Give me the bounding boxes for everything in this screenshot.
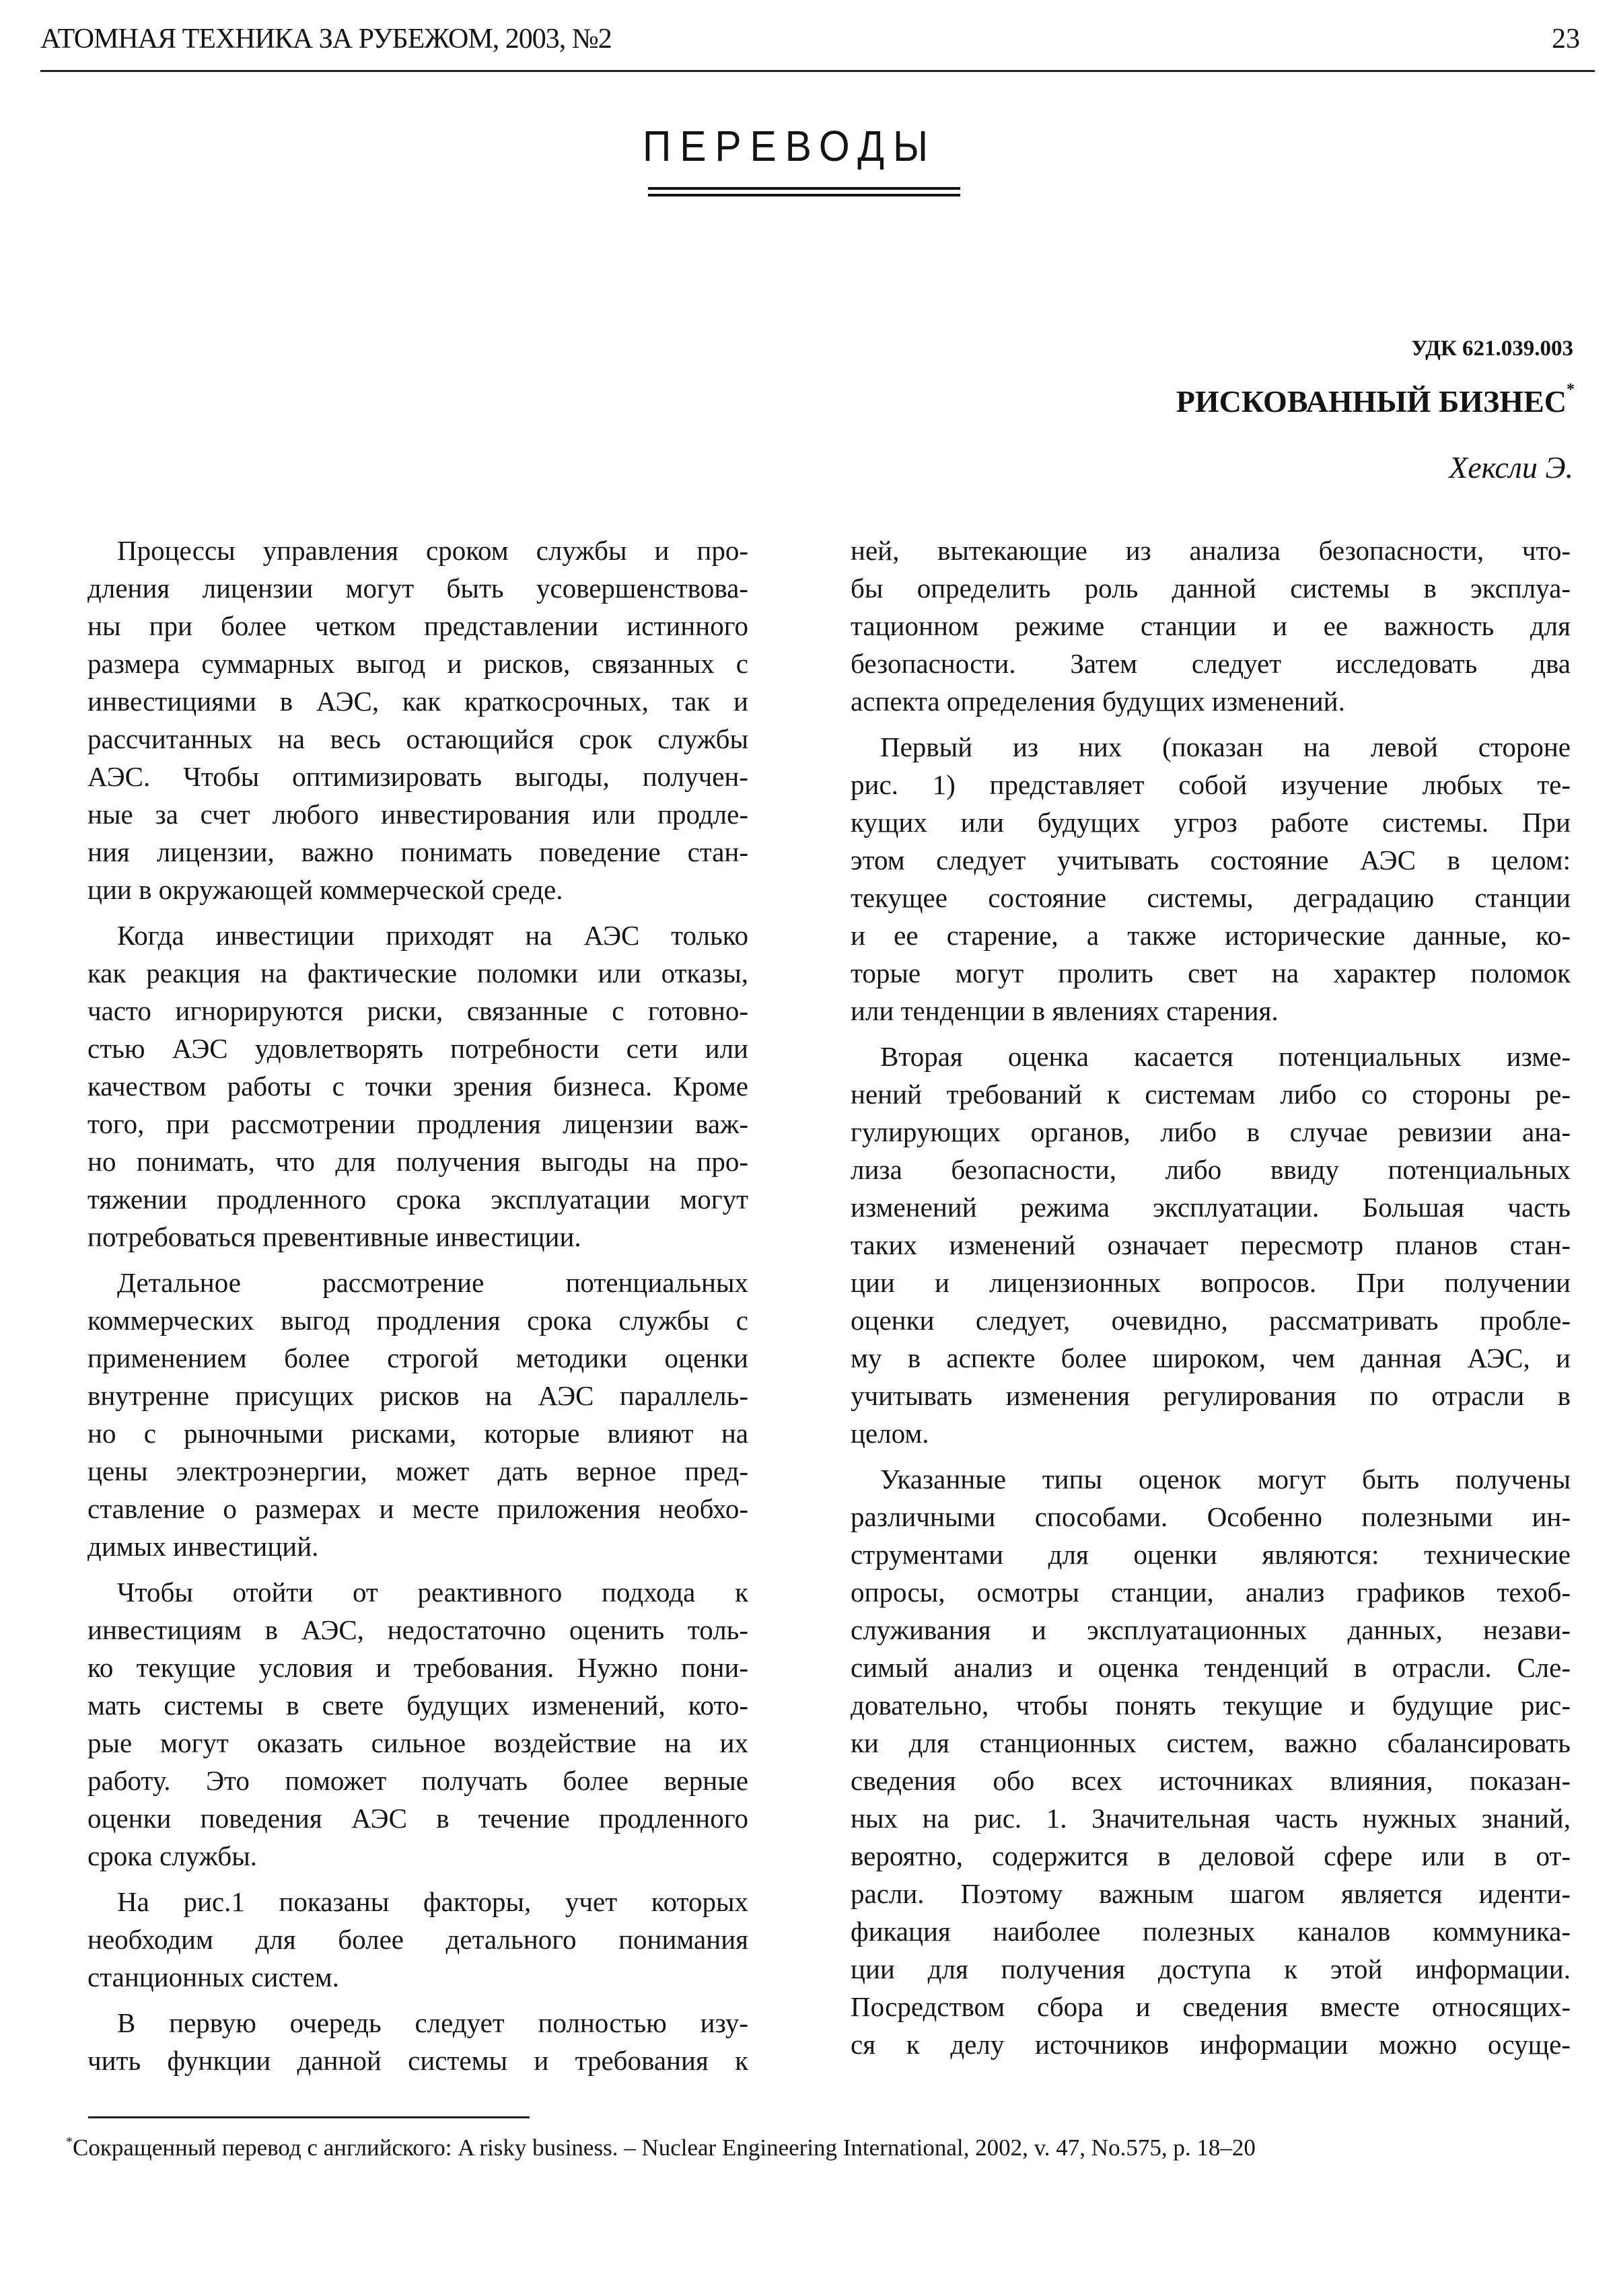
text-line: ся к делу источников информации можно осуще- xyxy=(851,2029,1571,2060)
text-line: торые могут пролить свет на характер поломок xyxy=(851,958,1571,989)
text-line: служивания и эксплуатационных данных, незави- xyxy=(851,1614,1571,1645)
text-line: ко текущие условия и требования. Нужно пони- xyxy=(87,1652,748,1683)
article-title-text: РИСКОВАННЫЙ БИЗНЕС xyxy=(1176,384,1567,419)
text-line: применением более строгой методики оценки xyxy=(87,1342,748,1373)
text-line: тяжении продленного срока эксплуатации могут xyxy=(87,1184,748,1215)
text-line: расли. Поэтому важным шагом является иденти- xyxy=(851,1878,1571,1909)
paragraph xyxy=(87,1883,748,1996)
text-line: коммерческих выгод продления срока службы с xyxy=(87,1305,748,1336)
paragraph xyxy=(851,1460,1571,2063)
paragraph xyxy=(87,2004,748,2079)
text-line: целом. xyxy=(851,1418,929,1449)
text-line: ции в окружающей коммерческой среде. xyxy=(87,874,563,905)
text-line: внутренне присущих рисков на АЭС параллель- xyxy=(87,1380,748,1411)
text-line: рые могут оказать сильное воздействие на их xyxy=(87,1727,748,1758)
text-line: бы определить роль данной системы в эксплуа- xyxy=(851,573,1571,604)
text-line: фикация наиболее полезных каналов коммуника- xyxy=(851,1916,1571,1947)
paragraph xyxy=(87,1264,748,1565)
text-line: гулирующих органов, либо в случае ревизии ана- xyxy=(851,1116,1571,1147)
udk-code: УДК 621.039.003 xyxy=(1411,336,1573,361)
text-line: Процессы управления сроком службы и про- xyxy=(117,535,748,566)
text-line: Указанные типы оценок могут быть получены xyxy=(880,1464,1571,1495)
paragraph xyxy=(851,728,1571,1030)
paragraph xyxy=(851,532,1571,720)
section-underline-top xyxy=(648,187,960,190)
text-line: В первую очередь следует полностью изу- xyxy=(117,2007,748,2038)
text-line: рис. 1) представляет собой изучение любых те- xyxy=(851,769,1571,800)
text-line: как реакция на фактические поломки или отказы, xyxy=(87,958,748,989)
journal-running-header: АТОМНАЯ ТЕХНИКА ЗА РУБЕЖОМ, 2003, №2 xyxy=(40,24,612,55)
text-line: Вторая оценка касается потенциальных изме- xyxy=(880,1041,1571,1072)
text-line: тационном режиме станции и ее важность для xyxy=(851,610,1571,641)
text-line: Когда инвестиции приходят на АЭС только xyxy=(117,920,748,951)
text-line: ней, вытекающие из анализа безопасности, что- xyxy=(851,535,1571,566)
text-line: таких изменений означает пересмотр планов стан- xyxy=(851,1229,1571,1260)
text-line: Чтобы отойти от реактивного подхода к xyxy=(117,1577,748,1608)
text-line: сведения обо всех источниках влияния, показан- xyxy=(851,1765,1571,1796)
text-line: ния лицензии, важно понимать поведение стан- xyxy=(87,836,748,867)
text-line: изменений режима эксплуатации. Большая часть xyxy=(851,1192,1571,1223)
text-line: цены электроэнергии, может дать верное пред- xyxy=(87,1456,748,1486)
text-line: стью АЭС удовлетворять потребности сети или xyxy=(87,1033,748,1064)
text-line: му в аспекте более широком, чем данная АЭС, и xyxy=(851,1342,1571,1373)
article-author: Хексли Э. xyxy=(1449,450,1573,485)
text-line: того, при рассмотрении продления лицензии важ- xyxy=(87,1108,748,1139)
text-line: безопасности. Затем следует исследовать два xyxy=(851,648,1571,679)
footnote-mark: * xyxy=(1567,381,1575,398)
text-line: На рис.1 показаны факторы, учет которых xyxy=(117,1886,748,1917)
text-line: качеством работы с точки зрения бизнеса. Кроме xyxy=(87,1071,748,1102)
text-line: размера суммарных выгод и рисков, связанных с xyxy=(87,648,748,679)
footnote-text: Сокращенный перевод с английского: A risky business. – Nuclear Engineering International, 2002, v. 47, No.575, p. 18–20 xyxy=(73,2134,1256,2161)
section-title: ПЕРЕВОДЫ xyxy=(643,122,937,170)
text-line: довательно, чтобы понять текущие и будущие рис- xyxy=(851,1690,1571,1721)
page-number: 23 xyxy=(1552,24,1580,55)
text-line: инвестициями в АЭС, как краткосрочных, так и xyxy=(87,686,748,717)
footnote-rule xyxy=(88,2116,530,2118)
text-line: необходим для более детального понимания xyxy=(87,1924,748,1955)
paragraph xyxy=(87,917,748,1256)
section-underline-bottom xyxy=(648,194,960,196)
text-line: часто игнорируются риски, связанные с готовно- xyxy=(87,995,748,1026)
text-line: работу. Это поможет получать более верные xyxy=(87,1765,748,1796)
paragraph xyxy=(87,1573,748,1875)
text-line: рассчитанных на весь остающийся срок службы xyxy=(87,723,748,754)
text-line: Посредством сбора и сведения вместе относящих- xyxy=(851,1991,1571,2022)
text-line: аспекта определения будущих изменений. xyxy=(851,686,1345,717)
paragraph xyxy=(87,532,748,908)
text-line: учитывать изменения регулирования по отрасли в xyxy=(851,1380,1571,1411)
text-line: мать системы в свете будущих изменений, кото- xyxy=(87,1690,748,1721)
text-line: но понимать, что для получения выгоды на про- xyxy=(87,1146,748,1177)
text-line: различными способами. Особенно полезными ин- xyxy=(851,1501,1571,1532)
text-line: потребоваться превентивные инвестиции. xyxy=(87,1221,581,1252)
text-line: срока службы. xyxy=(87,1840,258,1871)
header-rule xyxy=(40,70,1595,72)
left-column xyxy=(87,532,748,2087)
article-title xyxy=(1176,381,1575,419)
text-line: АЭС. Чтобы оптимизировать выгоды, получен- xyxy=(87,761,748,792)
text-line: симый анализ и оценка тенденций в отрасли. Сле- xyxy=(851,1652,1571,1683)
text-line: инвестициям в АЭС, недостаточно оценить толь- xyxy=(87,1614,748,1645)
text-line: димых инвестиций. xyxy=(87,1531,319,1562)
text-line: оценки поведения АЭС в течение продленного xyxy=(87,1803,748,1834)
right-column xyxy=(851,532,1571,2071)
text-line: и ее старение, а также исторические данные, ко- xyxy=(851,920,1571,951)
text-line: ции и лицензионных вопросов. При получении xyxy=(851,1267,1571,1298)
text-line: лиза безопасности, либо ввиду потенциальных xyxy=(851,1154,1571,1185)
text-line: но с рыночными рисками, которые влияют на xyxy=(87,1418,748,1449)
text-line: ных на рис. 1. Значительная часть нужных знаний, xyxy=(851,1803,1571,1834)
text-line: Первый из них (показан на левой стороне xyxy=(880,731,1571,762)
text-line: вероятно, содержится в деловой сфере или в от- xyxy=(851,1840,1571,1871)
text-line: кущих или будущих угроз работе системы. При xyxy=(851,807,1571,838)
text-line: или тенденции в явлениях старения. xyxy=(851,995,1279,1026)
text-line: станционных систем. xyxy=(87,1962,339,1993)
text-line: оценки следует, очевидно, рассматривать пробле- xyxy=(851,1305,1571,1336)
text-line: струментами для оценки являются: технические xyxy=(851,1539,1571,1570)
text-line: этом следует учитывать состояние АЭС в целом: xyxy=(851,845,1571,875)
text-line: ки для станционных систем, важно сбалансировать xyxy=(851,1727,1571,1758)
text-line: дления лицензии могут быть усовершенствова- xyxy=(87,573,748,604)
paragraph xyxy=(851,1038,1571,1452)
text-line: ны при более четком представлении истинного xyxy=(87,610,748,641)
text-line: опросы, осмотры станции, анализ графиков техоб- xyxy=(851,1577,1571,1608)
text-line: ные за счет любого инвестирования или продле- xyxy=(87,799,748,830)
text-line: чить функции данной системы и требования к xyxy=(87,2045,748,2076)
text-line: текущее состояние системы, деградацию станции xyxy=(851,882,1571,913)
footnote xyxy=(66,2134,1256,2161)
text-line: нений требований к системам либо со стороны ре- xyxy=(851,1079,1571,1110)
text-line: ции для получения доступа к этой информации. xyxy=(851,1953,1571,1984)
footnote-star: * xyxy=(66,2134,73,2149)
text-line: Детальное рассмотрение потенциальных xyxy=(117,1267,748,1298)
text-line: ставление о размерах и месте приложения необхо- xyxy=(87,1493,748,1524)
